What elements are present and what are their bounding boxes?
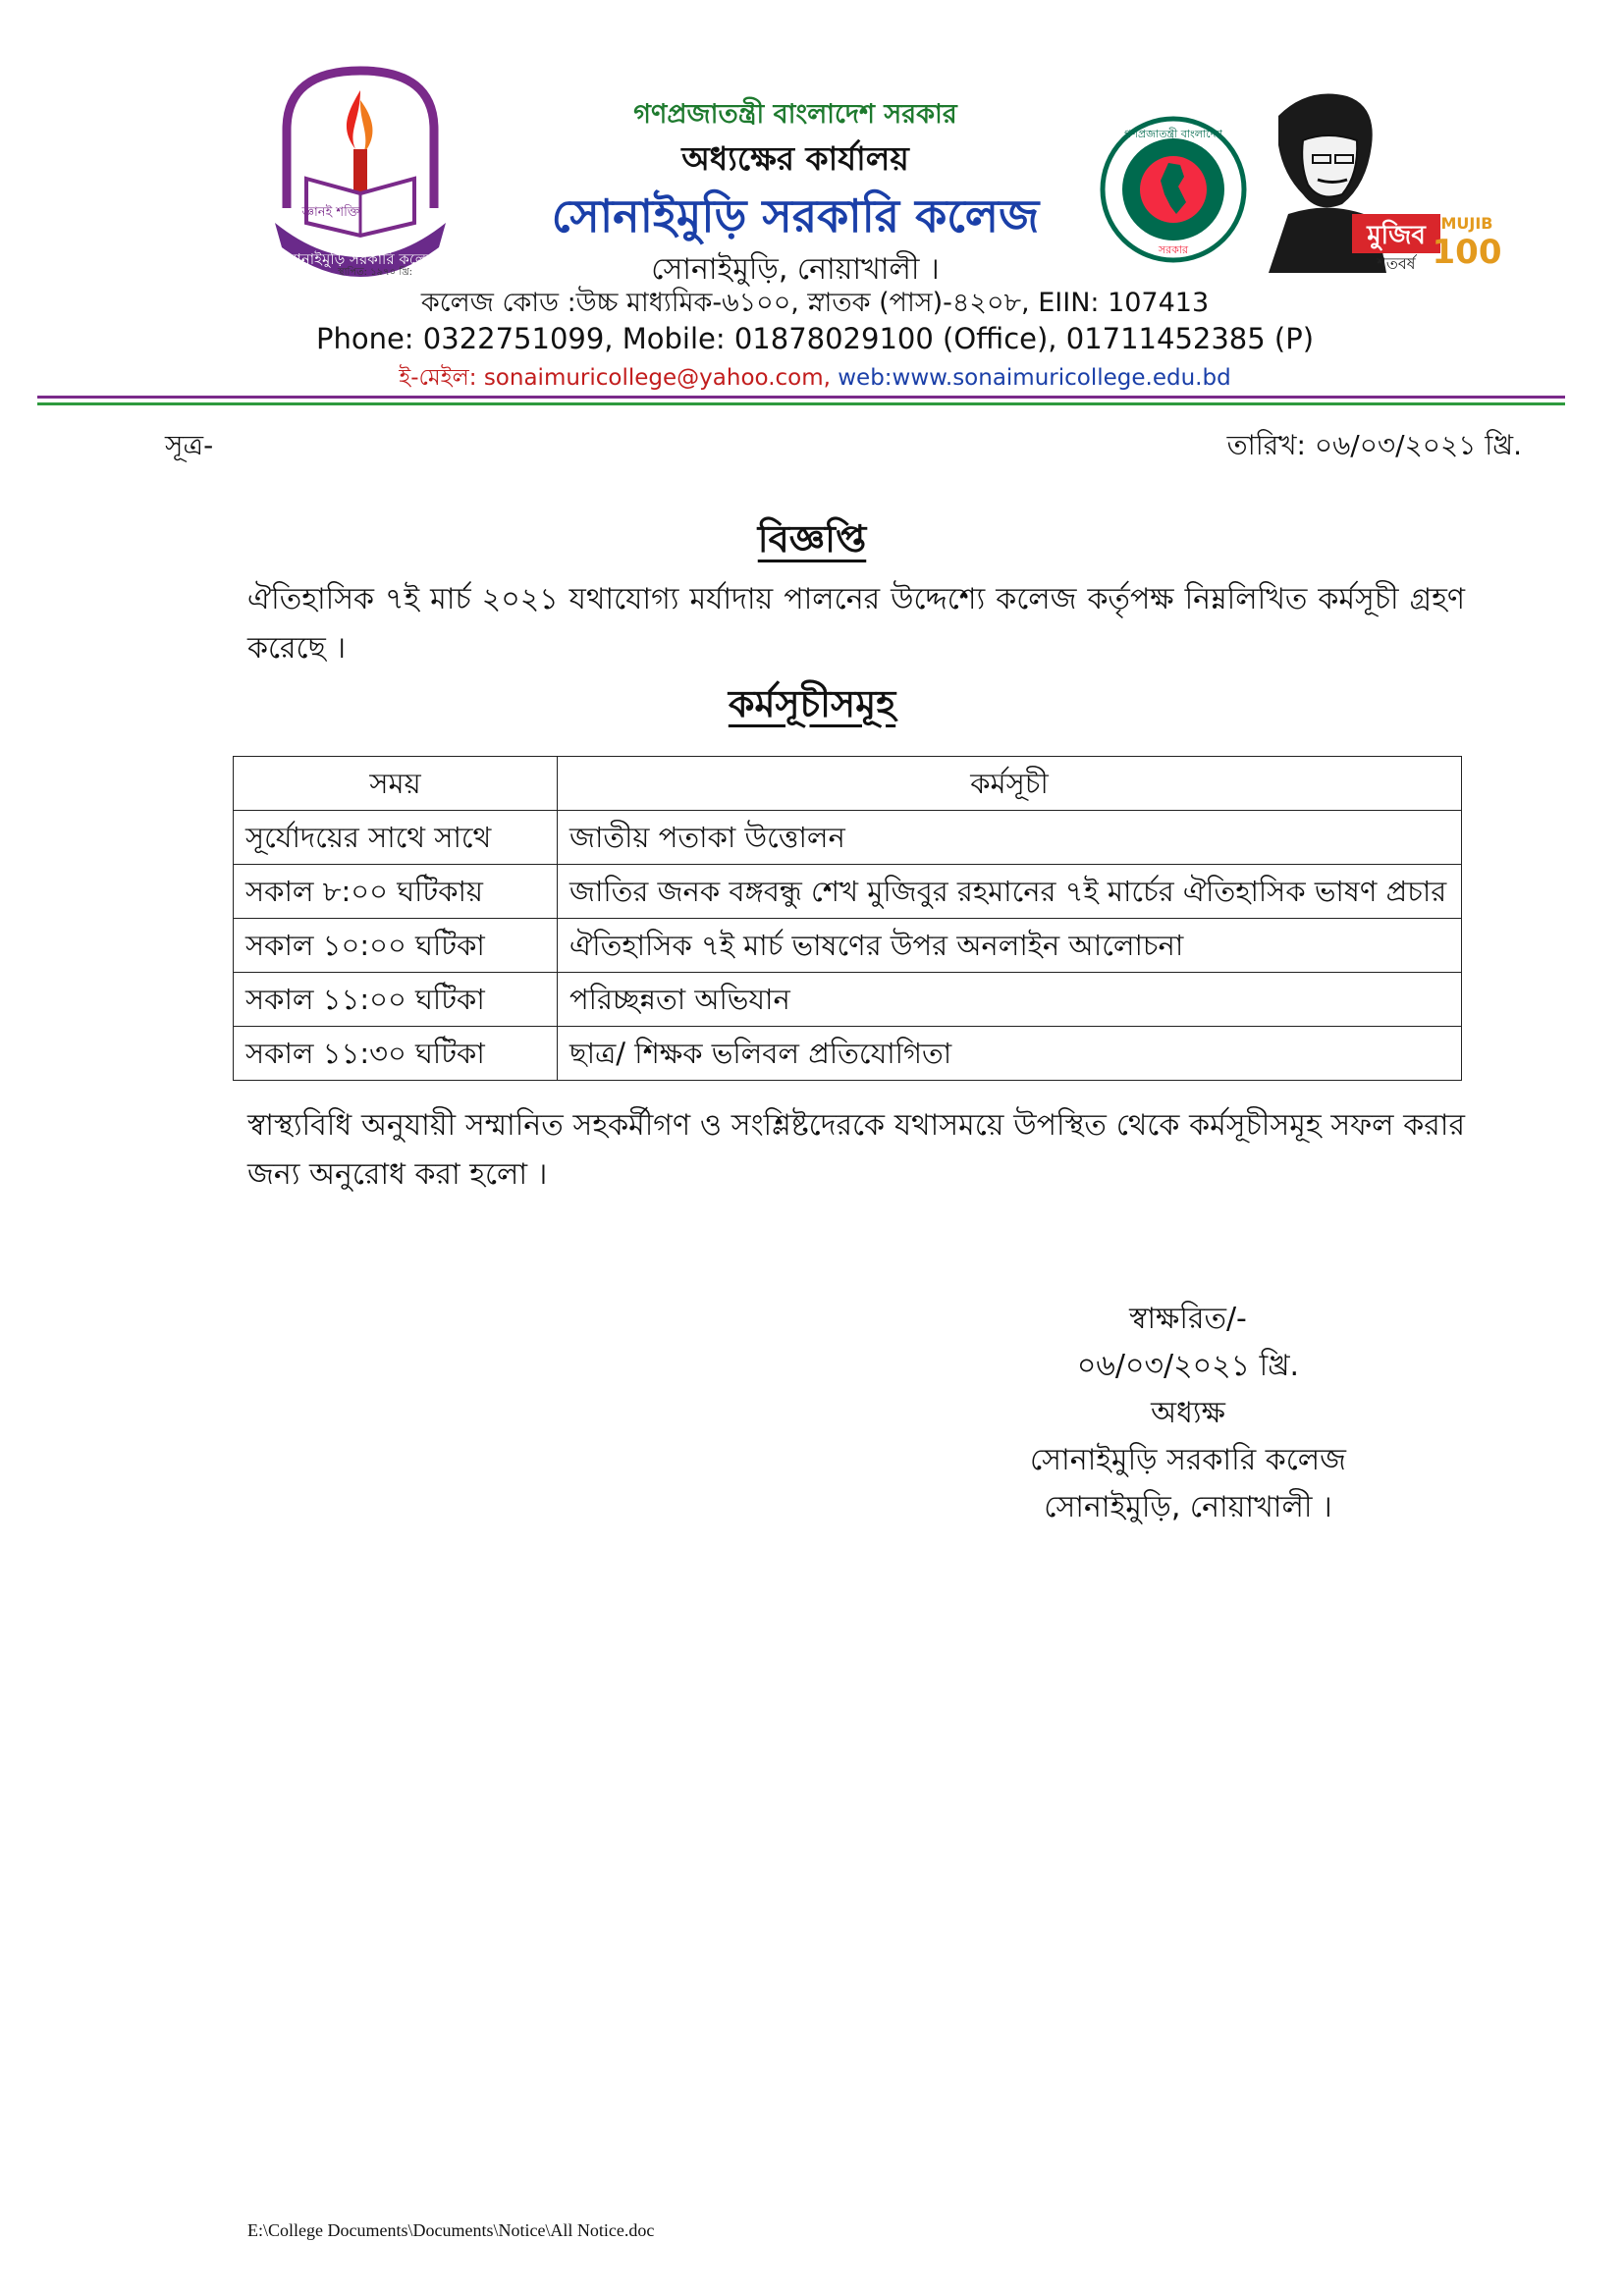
row-time: সকাল ১১:০০ ঘটিকা bbox=[234, 973, 558, 1027]
row-program: ঐতিহাসিক ৭ই মার্চ ভাষণের উপর অনলাইন আলোচনা bbox=[558, 919, 1462, 973]
signatory-college: সোনাইমুড়ি সরকারি কলেজ bbox=[1030, 1443, 1346, 1477]
college-logo bbox=[257, 61, 463, 277]
seal-text-bottom: সরকার bbox=[1158, 243, 1189, 256]
notice-closing: স্বাস্থ্যবিধি অনুযায়ী সম্মানিত সহকর্মীগণ ও সংশ্লিষ্টদেরকে যথাসময়ে উপস্থিত থেকে কর্মসূচীসমূহ সফল করার জন্য অনুরোধ করা হলো । bbox=[247, 1108, 1465, 1192]
row-time: সকাল ৮:০০ ঘটিকায় bbox=[234, 865, 558, 919]
phone-line: Phone: 0322751099, Mobile: 01878029100 (Office), 01711452385 (P) bbox=[315, 322, 1315, 355]
email-label: ই-মেইল: bbox=[399, 365, 477, 391]
row-program: জাতির জনক বঙ্গবন্ধু শেখ মুজিবুর রহমানের ৭ই মার্চের ঐতিহাসিক ভাষণ প্রচার bbox=[558, 865, 1462, 919]
header-rule-green bbox=[37, 402, 1565, 405]
schedule-table bbox=[233, 756, 1462, 1081]
table-header-row bbox=[234, 757, 1462, 811]
row-program: ছাত্র/ শিক্ষক ভলিবল প্রতিযোগিতা bbox=[558, 1027, 1462, 1081]
signatory-location: সোনাইমুড়ি, নোয়াখালী । bbox=[1044, 1490, 1332, 1524]
college-name: সোনাইমুড়ি সরকারি কলেজ bbox=[551, 189, 1040, 242]
table-row bbox=[234, 1027, 1462, 1081]
header-time: সময় bbox=[234, 757, 558, 811]
header-rule-purple bbox=[37, 396, 1565, 399]
signatory-designation: অধ্যক্ষ bbox=[1151, 1396, 1225, 1430]
table-row bbox=[234, 865, 1462, 919]
signature-block bbox=[992, 1296, 1384, 1531]
notice-date: তারিখ: ০৬/০৩/২০২১ খ্রি. bbox=[1226, 429, 1522, 461]
logo-ring-text: সোনাইমুড়ি সরকারি কলেজ bbox=[281, 250, 440, 268]
reference-label: সূত্র- bbox=[165, 429, 214, 461]
govt-name: গণপ্রজাতন্ত্রী বাংলাদেশ সরকার bbox=[633, 99, 957, 130]
programs-heading: কর্মসূচীসমূহ bbox=[728, 682, 896, 725]
logo-motto-left: জ্ঞানই শক্তি bbox=[301, 205, 360, 220]
mujib-word: মুজিব bbox=[1367, 221, 1426, 250]
logo-founded: স্থাপিত: ১৯৭০ খ্রি: bbox=[337, 267, 413, 278]
seal-text-top: গণপ্রজাতন্ত্রী বাংলাদেশ bbox=[1124, 128, 1222, 140]
college-codes: কলেজ কোড :উচ্চ মাধ্যমিক-৬১০০, স্নাতক (পাস)-৪২০৮, EIIN: 107413 bbox=[420, 288, 1210, 318]
header-program: কর্মসূচী bbox=[558, 757, 1462, 811]
row-program: পরিচ্ছন্নতা অভিযান bbox=[558, 973, 1462, 1027]
row-time: সকাল ১১:৩০ ঘটিকা bbox=[234, 1027, 558, 1081]
document-path: E:\College Documents\Documents\Notice\All Notice.doc bbox=[247, 2220, 655, 2240]
email-address[interactable]: sonaimuricollege@yahoo.com, bbox=[483, 365, 831, 391]
office-name: অধ্যক্ষের কার্যালয় bbox=[681, 139, 909, 178]
table-row bbox=[234, 919, 1462, 973]
mujib-en: MUJIB bbox=[1440, 214, 1493, 233]
signature-date: ০৬/০৩/২০২১ খ্রি. bbox=[1076, 1349, 1300, 1383]
college-location: সোনাইমুড়ি, নোয়াখালী । bbox=[651, 252, 940, 287]
notice-title: বিজ্ঞপ্তি bbox=[757, 517, 867, 561]
table-row bbox=[234, 811, 1462, 865]
notice-intro: ঐতিহাসিক ৭ই মার্চ ২০২১ যথাযোগ্য মর্যাদায় পালনের উদ্দেশ্যে কলেজ কর্তৃপক্ষ নিম্নলিখিত কর্মসূচী গ্রহণ করেছে । bbox=[247, 582, 1465, 666]
table-row bbox=[234, 973, 1462, 1027]
row-time: সূর্যোদয়ের সাথে সাথে bbox=[234, 811, 558, 865]
row-program: জাতীয় পতাকা উত্তোলন bbox=[558, 811, 1462, 865]
mujib-sub: শতবর্ষ bbox=[1377, 254, 1416, 273]
website[interactable]: web:www.sonaimuricollege.edu.bd bbox=[838, 365, 1231, 391]
contact-line bbox=[295, 359, 1335, 398]
signed-mark: স্বাক্ষরিত/- bbox=[1129, 1302, 1247, 1336]
row-time: সকাল ১০:০০ ঘটিকা bbox=[234, 919, 558, 973]
mujib-num: 100 bbox=[1432, 233, 1502, 272]
mujib-100-logo bbox=[1249, 86, 1502, 273]
